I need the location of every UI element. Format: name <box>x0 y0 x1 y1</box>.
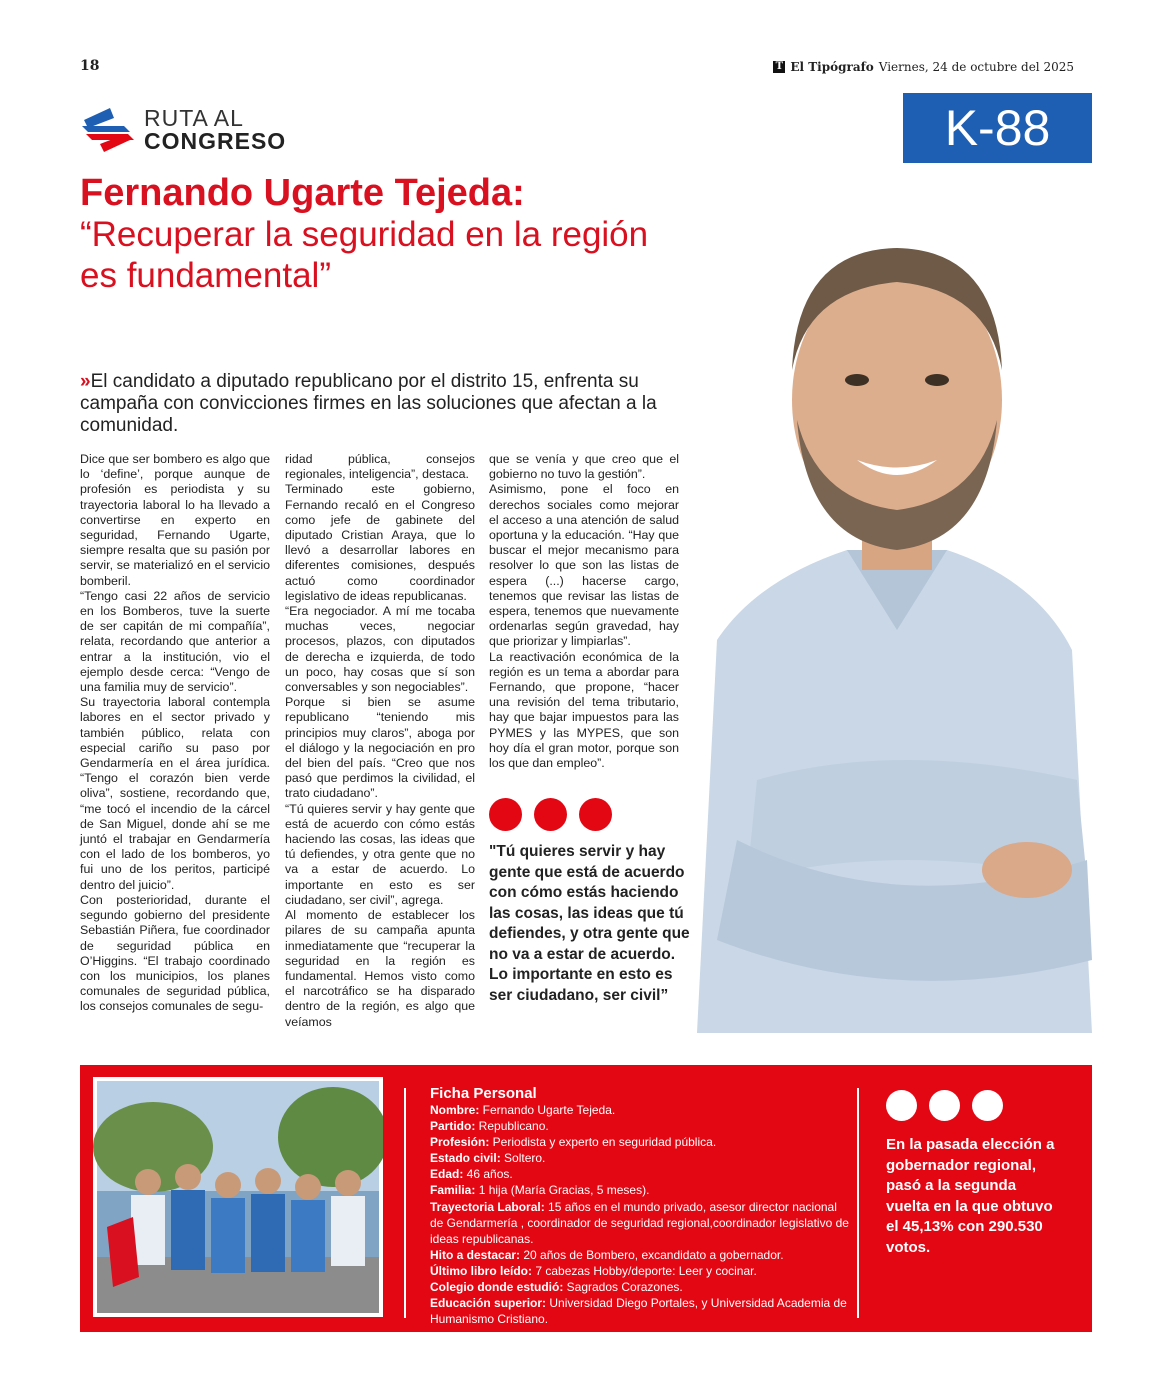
paragraph: Terminado este gobierno, Fernando recaló en el Congreso como jefe de gabinete del diputado Cristian Araya, que lo llevó a desarrollar labores en diferentes comisiones, después actuó como coordinador legislativo de ideas republicanas. <box>285 482 475 603</box>
ruta-al-congreso-logo-icon <box>80 104 136 156</box>
divider <box>404 1088 406 1318</box>
headline-name: Fernando Ugarte Tejeda: <box>80 172 525 214</box>
profile-row-last-book: Último libro leído: 7 cabezas Hobby/deporte: Leer y cocinar. <box>430 1263 757 1278</box>
headline <box>80 172 760 296</box>
profile-row-family: Familia: 1 hija (María Gracias, 5 meses). <box>430 1183 650 1198</box>
headline-quote-line1: “Recuperar la seguridad en la región <box>80 215 649 254</box>
paragraph: Con posterioridad, durante el segundo gobierno del presidente Sebastián Piñera, fue coordinador de seguridad pública en O’Higgins. “El trabajo coordinado con los municipios, los planes comunales de seguridad pública, los consejos comunales de segu- <box>80 892 270 1014</box>
paragraph: Dice que ser bombero es algo que lo ‘define’, porque aunque de profesión es periodista y su trayectoria laboral lo ha llevado a convertirse en experto en seguridad, Fernando Ugarte, siempre resalta que su pasión por servir, se materializó en el servicio bomberil. <box>80 452 270 588</box>
section-logo <box>80 104 286 156</box>
paragraph: Asimismo, pone el foco en derechos sociales como mejorar el acceso a una atención de salud oportuna y la educación. “Hay que buscar el mejor mecanismo para resolver lo que son las listas de espera (...) hacerse cargo, tenemos que revisar las listas de espera, tenemos que nuevamente ordenarlas según gravedad, hay que priorizar y limpiarlas”. <box>489 482 679 649</box>
candidate-portrait <box>697 220 1092 1033</box>
paragraph: “Era negociador. A mí me tocaba muchas veces, negociar procesos, plazos, con diputados de derecha e izquierda, de todo un poco, hay cosas que sí son conversables y son negociables”. <box>285 604 475 695</box>
masthead <box>773 60 1074 74</box>
lead-paragraph <box>80 371 680 437</box>
profile-row-milestone: Hito a destacar: 20 años de Bombero, excandidato a gobernador. <box>430 1247 784 1262</box>
section-title-line2: CONGRESO <box>144 128 287 154</box>
profile-row-name: Nombre: Fernando Ugarte Tejeda. <box>430 1103 616 1117</box>
lead-marker: » <box>80 371 91 392</box>
profile-row-higher-education: Educación superior: Universidad Diego Portales, y Universidad Academia de Humanismo Cristiano. <box>430 1296 847 1327</box>
personal-profile <box>430 1085 850 1327</box>
campaign-photo <box>93 1077 383 1317</box>
profile-row-marital-status: Estado civil: Soltero. <box>430 1151 546 1166</box>
profile-row-profession: Profesión: Periodista y experto en seguridad pública. <box>430 1135 717 1150</box>
headline-quote-line2: es fundamental” <box>80 256 331 295</box>
paragraph: “Tú quieres servir y hay gente que está de acuerdo con cómo estás haciendo las cosas, las ideas que tú defiendes, y otra gente que no va a estar de acuerdo. Lo importante en esto es ser ciudadano, ser civil”, agrega. <box>285 801 475 907</box>
three-dots-icon <box>489 798 612 831</box>
paragraph: ridad pública, consejos regionales, inteligencia”, destaca. <box>285 452 475 482</box>
masthead-logo-icon: T <box>773 61 785 73</box>
three-dots-icon <box>886 1090 1003 1121</box>
paragraph: Porque si bien se asume republicano “teniendo mis principios muy claros”, aboga por el diálogo y la negociación en pro del bien del país. “Creo que nos pasó que perdimos la civilidad, el trato ciudadano”. <box>285 695 475 801</box>
paragraph: La reactivación económica de la región es un tema a abordar para Fernando, que propone, “hacer una revisión del tema tributario, hay que bajar impuestos para las PYMES y las MYPES, que son hoy día el gran motor, porque son los que dan empleo”. <box>489 649 679 771</box>
pull-quote: "Tú quieres servir y hay gente que está de acuerdo con cómo estás haciendo las cosas, las ideas que tú defiendes, y otra gente que no va a estar de acuerdo. Lo importante en esto es ser ciudadano, ser civil” <box>489 843 690 1004</box>
paragraph: Al momento de establecer los pilares de su campaña apunta inmediatamente que “recuperar la seguridad en la región es fundamental. Hemos visto como el narcotráfico se ha disparado dentro de la región, es algo que veíamos <box>285 908 475 1029</box>
article-column-3 <box>489 452 679 771</box>
issue-date: Viernes, 24 de octubre del 2025 <box>878 60 1074 74</box>
article-column-1 <box>80 452 270 1015</box>
masthead-name: El Tipógrafo <box>790 60 874 74</box>
paragraph: que se venía y que creo que el gobierno no tuvo la gestión”. <box>489 452 679 482</box>
profile-row-party: Partido: Republicano. <box>430 1119 549 1134</box>
divider <box>857 1088 859 1318</box>
ballot-code: K-88 <box>903 93 1092 163</box>
article-column-2 <box>285 452 475 1030</box>
election-fact: En la pasada elección a gobernador regional, pasó a la segunda vuelta en la que obtuvo el 45,13% con 290.530 votos. <box>886 1136 1055 1256</box>
profile-row-career: Trayectoria Laboral: 15 años en el mundo privado, asesor director nacional de Gendarmería , coordinador de seguridad regional,coordinador legislativo de ideas republicanas. <box>430 1199 849 1246</box>
profile-title: Ficha Personal <box>430 1085 537 1102</box>
paragraph: Su trayectoria laboral contempla labores en el sector privado y también público, relata con especial cariño su paso por Gendarmería en el área jurídica. “Tengo el corazón bien verde oliva”, sostiene, recordando que, “me tocó el incendio de la cárcel de San Miguel, donde ahí se me juntó el trabajar en Gendarmería con el lado de los bomberos, yo fui uno de los peritos, participé dentro del juicio”. <box>80 695 270 892</box>
page-number: 18 <box>80 58 100 74</box>
section-title-line1: RUTA AL <box>144 105 244 131</box>
lead-text: El candidato a diputado republicano por el distrito 15, enfrenta su campaña con convicciones firmes en las soluciones que afectan a la comunidad. <box>80 371 657 436</box>
paragraph: “Tengo casi 22 años de servicio en los Bomberos, tuve la suerte de ser capitán de mi compañía”, relata, recordando que anterior a entrar a la institución, vio el ejemplo desde cerca: “Vengo de una familia muy de servicio”. <box>80 588 270 695</box>
profile-row-age: Edad: 46 años. <box>430 1167 513 1182</box>
profile-row-school: Colegio donde estudió: Sagrados Corazones. <box>430 1280 683 1295</box>
